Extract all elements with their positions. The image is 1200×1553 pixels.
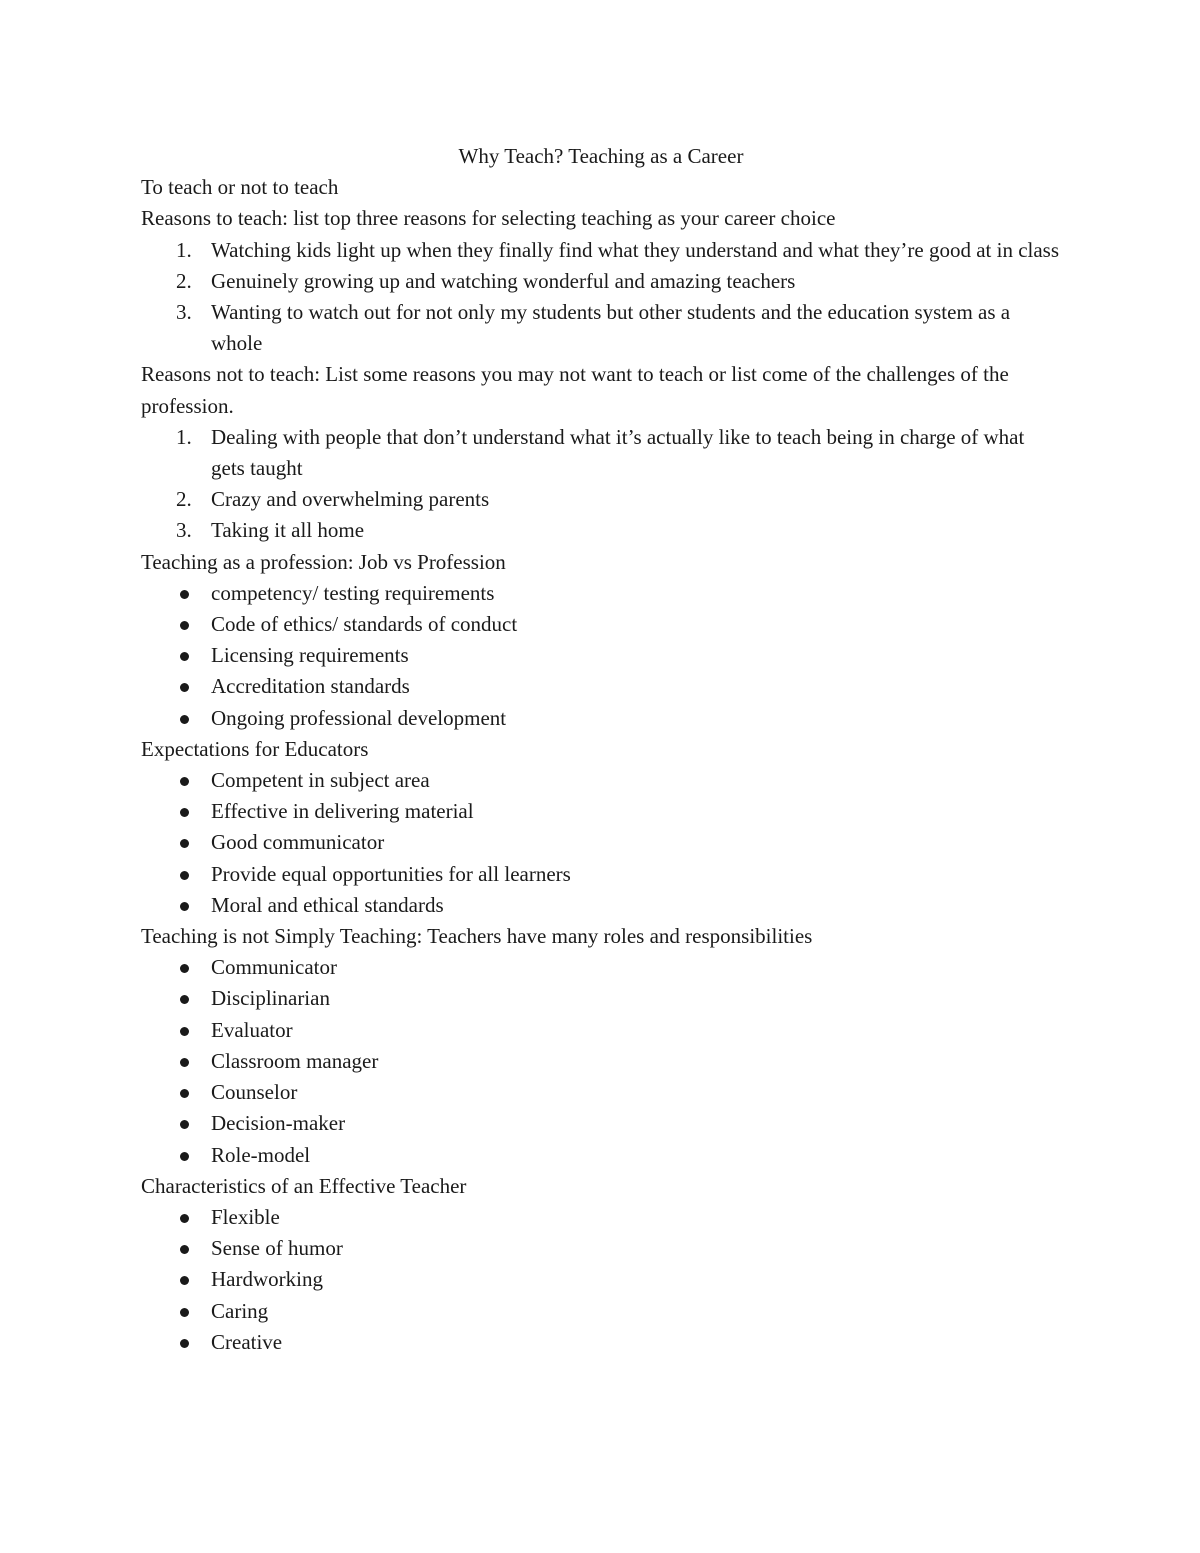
list-item-text: Role-model (211, 1142, 311, 1167)
list-item (141, 1077, 1061, 1108)
expectations-list (141, 765, 1061, 921)
list-item (141, 484, 1061, 515)
list-number: 2. (176, 268, 192, 293)
list-item (141, 1015, 1061, 1046)
bullet-icon (180, 621, 189, 630)
bullet-icon (180, 1152, 189, 1161)
bullet-icon (180, 1308, 189, 1317)
list-item (141, 703, 1061, 734)
list-item-text: Decision-maker (211, 1111, 346, 1136)
list-item-text: Ongoing professional development (211, 705, 507, 730)
list-item (141, 952, 1061, 983)
list-item-text: Moral and ethical standards (211, 892, 444, 917)
list-item (141, 796, 1061, 827)
bullet-icon (180, 1089, 189, 1098)
list-number: 1. (176, 424, 192, 449)
list-item (141, 1140, 1061, 1171)
bullet-icon (180, 902, 189, 911)
list-item (141, 827, 1061, 858)
expectations-heading: Expectations for Educators (141, 736, 369, 761)
bullet-icon (180, 1214, 189, 1223)
list-item (141, 1327, 1061, 1358)
list-item-text: Classroom manager (211, 1048, 379, 1073)
list-item (141, 1233, 1061, 1264)
bullet-icon (180, 1058, 189, 1067)
list-item (141, 983, 1061, 1014)
bullet-icon (180, 964, 189, 973)
reasons-not-to-teach-heading: Reasons not to teach: List some reasons you may not want to teach or list come of the challenges of the profession. (141, 362, 1009, 418)
list-item-text: Provide equal opportunities for all learners (211, 861, 571, 886)
roles-heading: Teaching is not Simply Teaching: Teachers have many roles and responsibilities (141, 924, 813, 949)
list-item-text: Dealing with people that don’t understand what it’s actually like to teach being in charge of what gets taught (211, 424, 1025, 481)
list-item (141, 671, 1061, 702)
characteristics-list (141, 1202, 1061, 1358)
list-item-text: Caring (211, 1298, 269, 1323)
bullet-icon (180, 1339, 189, 1348)
list-item-text: Good communicator (211, 830, 385, 855)
list-item-text: Hardworking (211, 1267, 323, 1292)
list-item-text: Disciplinarian (211, 986, 330, 1011)
list-item (141, 1046, 1061, 1077)
list-item (141, 765, 1061, 796)
bullet-icon (180, 808, 189, 817)
list-item (141, 1108, 1061, 1139)
list-item (141, 1296, 1061, 1327)
list-item-text: Counselor (211, 1080, 298, 1105)
reasons-not-to-teach-list (141, 422, 1061, 547)
intro-line: To teach or not to teach (141, 175, 339, 200)
list-item-text: competency/ testing requirements (211, 580, 495, 605)
bullet-icon (180, 1120, 189, 1129)
bullet-icon (180, 683, 189, 692)
list-item-text: Effective in delivering material (211, 799, 474, 824)
list-number: 3. (176, 518, 192, 543)
list-item (141, 235, 1061, 266)
page-title: Why Teach? Teaching as a Career (458, 144, 744, 168)
list-item-text: Flexible (211, 1204, 280, 1229)
list-item-text: Accreditation standards (211, 674, 410, 699)
list-item-text: Competent in subject area (211, 768, 430, 793)
document-body (141, 141, 1061, 1358)
characteristics-heading: Characteristics of an Effective Teacher (141, 1173, 467, 1198)
profession-heading: Teaching as a profession: Job vs Profession (141, 549, 506, 574)
list-item (141, 859, 1061, 890)
bullet-icon (180, 1276, 189, 1285)
list-number: 3. (176, 300, 192, 325)
bullet-icon (180, 995, 189, 1004)
list-item (141, 422, 1061, 484)
list-item-text: Taking it all home (211, 518, 365, 543)
reasons-to-teach-list (141, 235, 1061, 360)
list-item (141, 640, 1061, 671)
list-item-text: Communicator (211, 955, 337, 980)
bullet-icon (180, 652, 189, 661)
bullet-icon (180, 1027, 189, 1036)
list-item-text: Genuinely growing up and watching wonderful and amazing teachers (211, 268, 796, 293)
bullet-icon (180, 590, 189, 599)
reasons-to-teach-heading: Reasons to teach: list top three reasons for selecting teaching as your career choice (141, 206, 836, 231)
list-item (141, 1264, 1061, 1295)
list-item-text: Evaluator (211, 1017, 293, 1042)
list-item (141, 515, 1061, 546)
list-item (141, 297, 1061, 359)
list-item (141, 266, 1061, 297)
bullet-icon (180, 871, 189, 880)
bullet-icon (180, 1245, 189, 1254)
list-item (141, 890, 1061, 921)
list-item-text: Sense of humor (211, 1236, 343, 1261)
bullet-icon (180, 715, 189, 724)
list-item-text: Wanting to watch out for not only my students but other students and the education system as a whole (211, 300, 1011, 356)
list-item-text: Code of ethics/ standards of conduct (211, 612, 518, 637)
list-number: 2. (176, 487, 192, 512)
list-item (141, 578, 1061, 609)
roles-list (141, 952, 1061, 1170)
list-item (141, 609, 1061, 640)
bullet-icon (180, 777, 189, 786)
list-item (141, 1202, 1061, 1233)
profession-list (141, 578, 1061, 734)
list-item-text: Crazy and overwhelming parents (211, 487, 490, 512)
list-item-text: Watching kids light up when they finally find what they understand and what they’re good at in class (211, 237, 1060, 262)
bullet-icon (180, 839, 189, 848)
list-item-text: Licensing requirements (211, 643, 409, 668)
list-number: 1. (176, 237, 192, 262)
list-item-text: Creative (211, 1329, 283, 1354)
